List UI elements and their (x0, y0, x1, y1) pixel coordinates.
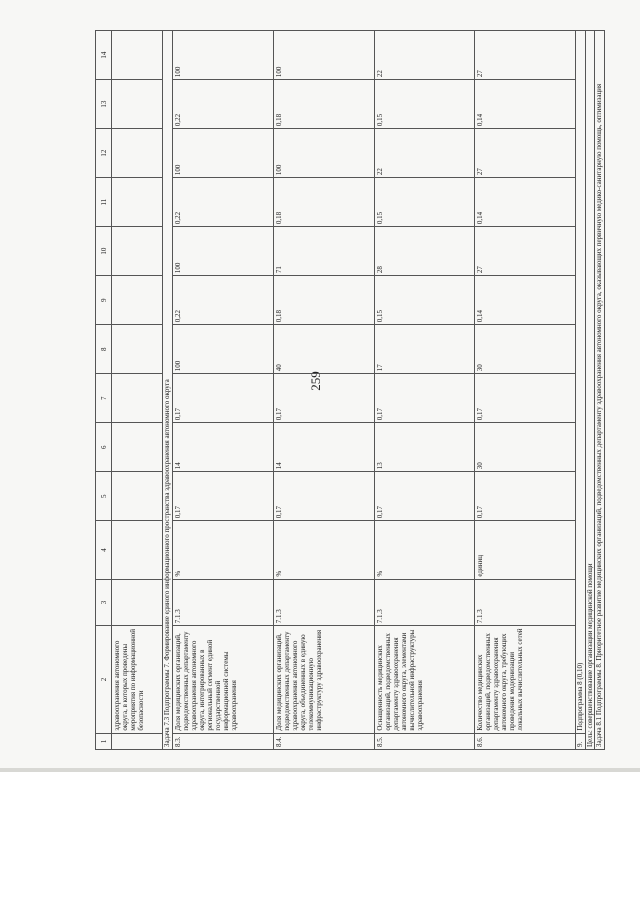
header-row (96, 31, 112, 750)
header-cell: 10 (96, 227, 112, 276)
task-row (163, 31, 173, 750)
header-cell: 12 (96, 129, 112, 178)
header-cell: 13 (96, 80, 112, 129)
header-cell: 8 (96, 325, 112, 374)
subprogram-row: 9. Подпрограмма 8 (0,10) (575, 31, 585, 750)
indicators-table (95, 30, 605, 750)
header-cell: 1 (96, 733, 112, 749)
header-cell: 9 (96, 276, 112, 325)
table-row: 8.4. Доля медицинских организаций, подведомственных департаменту здравоохранения автономного округа, объединенных в единую телекоммуникационную инфраструктуру здравоохранения 7.1.3 % 0,17 14 0,17 40 0,18 71 0,18 100 0,18 100 (273, 31, 374, 750)
header-cell: 11 (96, 178, 112, 227)
goal-row (585, 31, 595, 750)
header-cell: 3 (96, 579, 112, 626)
table-row: 8.6. Количество медицинских организаций, подведомственных департаменту здравоохранения автономного округа, требующих проведения модернизации локальных вычислительных сетей 7.1.3 единиц 0,17 30 0,17 30 0,14 27 0,14 27 0,14 27 (475, 31, 576, 750)
header-cell: 4 (96, 521, 112, 579)
table-row: 8.3. Доля медицинских организаций, подведомственных департаменту здравоохранения автономного округа, интегрированных в региональный сегмент единой государственной информационной системы здравоохранения 7.1.3 % 0,17 14 0,17 100 0,22 100 0,22 100 0,22 100 (173, 31, 274, 750)
rotated-table-container (95, 30, 605, 750)
header-cell: 5 (96, 472, 112, 521)
subprogram-title: Подпрограмма 8 (0,10) (575, 31, 585, 734)
header-cell: 6 (96, 423, 112, 472)
task-title: Задача 8.1 Подпрограммы 8. Приоритетное развитие медицинских организаций, подведомственных департаменту здравоохранения автономного округа, оказывающих первичную медико-санитарную помощь, оптимизация (595, 31, 605, 750)
indicator-name: здравоохранения автономного округа, в которых проведены мероприятия по информационной безопасности (112, 626, 163, 733)
goal-text: Цель: совершенствование организации медицинской помощи (585, 31, 595, 750)
header-cell: 2 (96, 626, 112, 733)
header-cell: 7 (96, 374, 112, 423)
task-title: Задача 7.3 Подпрограммы 7. Формирование единого информационного пространства здравоохранения автономного округа (163, 31, 173, 750)
table-row: 8.5. Оснащенность медицинских организаций, подведомственных департаменту здравоохранения автономного округа, элементами вычислительной инфраструктуры здравоохранения 7.1.3 % 0,17 13 0,17 17 0,15 28 0,15 22 0,15 22 (374, 31, 475, 750)
header-cell: 14 (96, 31, 112, 80)
page-number: 259 (308, 371, 323, 391)
task-row (595, 31, 605, 750)
scan-edge (0, 768, 640, 772)
table-row (112, 31, 163, 750)
